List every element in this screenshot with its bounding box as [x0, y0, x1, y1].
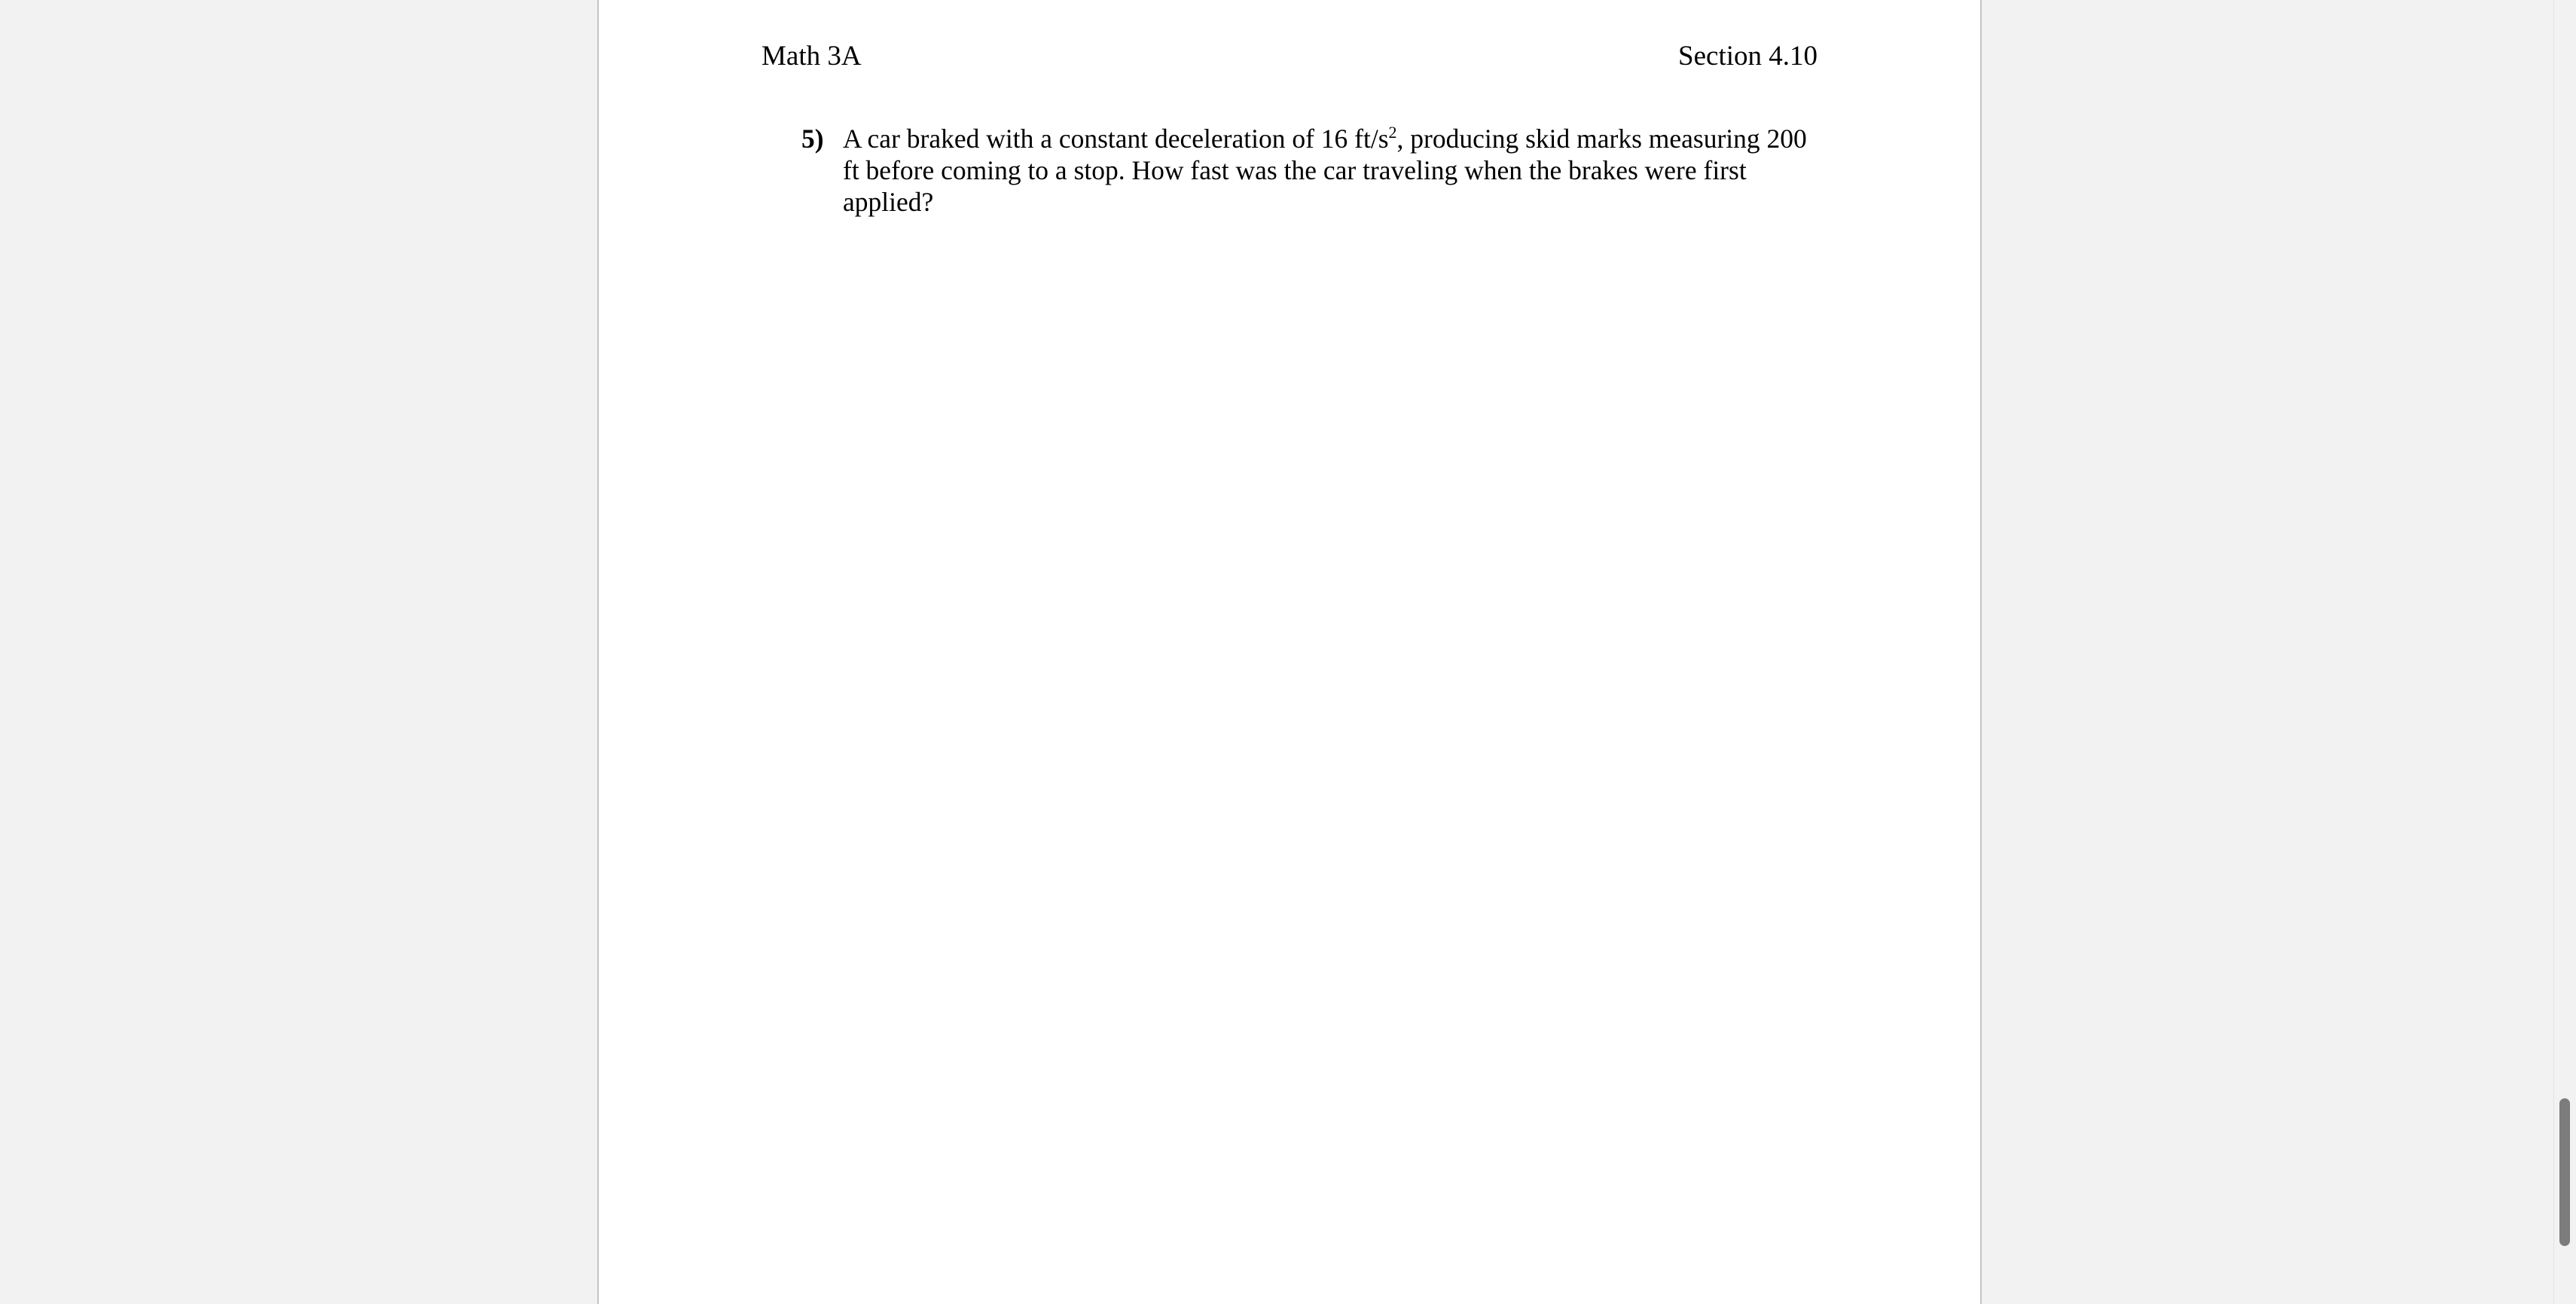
course-title: Math 3A [762, 41, 862, 72]
exponent-superscript: 2 [1388, 123, 1397, 142]
problem-text [843, 123, 1814, 218]
document-page [597, 0, 1982, 1304]
scrollbar-thumb[interactable] [2559, 1098, 2570, 1246]
problem-text-part-1: A car braked with a constant deceleration of 16 ft/s [843, 124, 1389, 154]
section-label: Section 4.10 [1678, 41, 1818, 72]
problem-number: 5) [801, 124, 824, 154]
problem-text-part-2: , producing skid marks measuring 200 ft before coming to a stop. How fast was the car traveling when the brakes were first applied? [843, 124, 1807, 217]
